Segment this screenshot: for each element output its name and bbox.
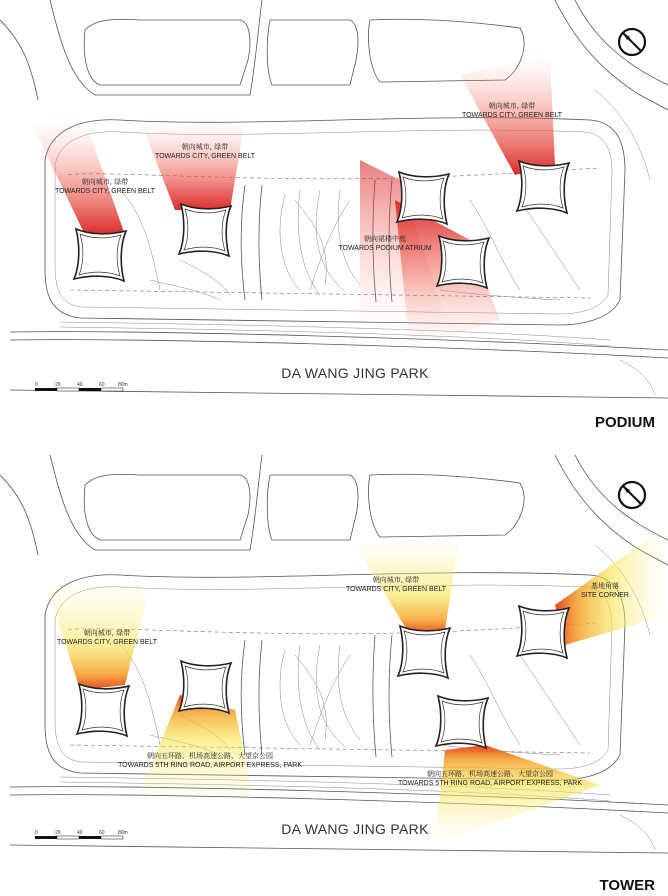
label-cn: 朝向城市, 绿带: [83, 629, 131, 637]
tower-b: [179, 661, 231, 713]
scale-bar-icon: [35, 388, 123, 391]
scale-tick: 60: [99, 830, 105, 836]
park-label: DA WANG JING PARK: [281, 821, 429, 837]
tower-e: [517, 161, 569, 213]
label-en: TOWARDS CITY, GREEN BELT: [345, 586, 447, 593]
scale-bar-icon: [35, 836, 123, 839]
label-cn: 朝向五环路、机场高速公路、大望京公园: [427, 770, 553, 778]
scale-tick: 80m: [118, 830, 128, 836]
park-label: DA WANG JING PARK: [281, 365, 429, 381]
label-cn: 朝向城市, 绿带: [181, 143, 229, 151]
scale-tick: 0: [35, 830, 38, 836]
tower-c: [398, 626, 450, 678]
view-cone-4: [435, 745, 600, 845]
label-cn: 朝向城市, 绿带: [488, 102, 536, 110]
label-cn: 朝向城市, 绿带: [372, 576, 420, 584]
panel-title: PODIUM: [595, 414, 655, 431]
label-en: TOWARDS PODIUM ATRIUM: [338, 245, 432, 252]
north-arrow-icon: [619, 29, 645, 55]
scale-tick: 20: [55, 382, 61, 388]
view-cone-2: [135, 695, 255, 805]
north-arrow-icon: [619, 482, 645, 508]
label-cn: 朝向裙楼中庭: [364, 235, 406, 243]
view-cone-3: [355, 535, 460, 635]
tower-c: [397, 172, 449, 224]
label-en: TOWARDS CITY, GREEN BELT: [461, 112, 563, 119]
scale-tick: 20: [55, 830, 61, 836]
label-en: TOWARDS CITY, GREEN BELT: [56, 639, 158, 646]
label-en: TOWARDS 5TH RING ROAD, AIRPORT EXPRESS, PARK: [118, 762, 302, 769]
tower-e: [517, 606, 569, 658]
scale-tick: 0: [35, 382, 38, 388]
tower-a: [77, 684, 129, 736]
scale-tick: 40: [77, 382, 83, 388]
scale-tick: 40: [77, 830, 83, 836]
tower-panel: [0, 455, 668, 894]
tower-a: [74, 229, 126, 281]
view-cone-2: [140, 120, 245, 210]
tower-d: [436, 696, 488, 748]
label-cn: 基地角落: [591, 582, 619, 590]
scale-tick: 60: [99, 382, 105, 388]
tower-b: [179, 204, 231, 256]
scale-tick: 80m: [118, 382, 128, 388]
podium-panel: [0, 0, 668, 431]
label-en: SITE CORNER: [581, 592, 629, 599]
tower-d: [437, 236, 489, 288]
label-cn: 朝向五环路、机场高速公路、大望京公园: [147, 752, 273, 760]
label-en: TOWARDS CITY, GREEN BELT: [54, 188, 156, 195]
label-cn: 朝向城市, 绿带: [81, 178, 129, 186]
label-en: TOWARDS 5TH RING ROAD, AIRPORT EXPRESS, PARK: [398, 780, 582, 787]
label-en: TOWARDS CITY, GREEN BELT: [154, 153, 256, 160]
panel-title: TOWER: [599, 877, 655, 894]
